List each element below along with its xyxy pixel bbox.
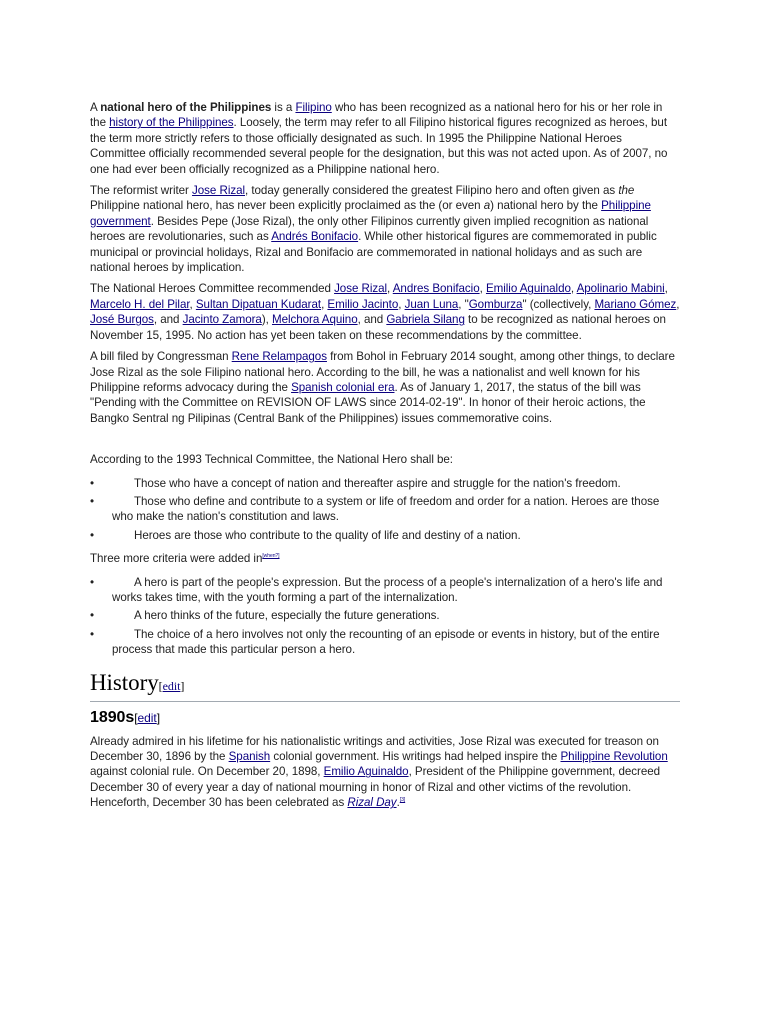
more-criteria-intro bbox=[90, 551, 680, 566]
criteria-intro: According to the 1993 Technical Committee, the National Hero shall be: bbox=[90, 453, 453, 467]
list-item bbox=[90, 627, 680, 658]
link-jose-rizal[interactable]: Jose Rizal bbox=[334, 282, 388, 296]
citation-link[interactable]: [3] bbox=[399, 797, 406, 804]
link-rizal-day[interactable] bbox=[347, 796, 396, 809]
separator: , and bbox=[357, 313, 387, 327]
article-body bbox=[90, 100, 680, 817]
committee-paragraph bbox=[90, 281, 680, 343]
criteria-list-1 bbox=[90, 476, 680, 544]
bracket: ] bbox=[156, 710, 160, 725]
link-philippine-government[interactable]: Philippine government bbox=[90, 199, 651, 228]
text: . Besides Pepe (Jose Rizal), the only other Filipinos currently given implied recognition as national heroes are revolutionaries, such as bbox=[90, 214, 649, 244]
text: . While other historical figures are commemorated in public municipal or provincial holidays, Rizal and Bonifacio are commemorated in national holidays and as such are national heroes by implication. bbox=[90, 230, 657, 275]
text: against colonial rule. On December 20, 1898, bbox=[90, 765, 324, 779]
link-spanish[interactable]: Spanish bbox=[228, 750, 271, 763]
list-item-text: The choice of a hero involves not only the recounting of an episode or events in history, but of the entire process that made this particular person a hero. bbox=[112, 627, 660, 657]
text: A bbox=[90, 101, 101, 114]
rizal-day-paragraph bbox=[90, 734, 680, 811]
text: , today generally considered the greatest Filipino hero and often given as bbox=[245, 184, 619, 198]
bracket: ] bbox=[180, 678, 185, 693]
text: , President of the Philippine government, decreed December 30 of every year a day of national mourning in honor of Rizal and other victims of the revolution. Henceforth, December 30 has been celebrated as bbox=[90, 765, 661, 810]
link-marcelo-del-pilar[interactable]: Marcelo H. del Pilar bbox=[90, 297, 190, 311]
bullet-icon: • bbox=[90, 476, 95, 490]
separator: , bbox=[570, 282, 577, 296]
link-mariano-gomez[interactable]: Mariano Gómez bbox=[594, 297, 677, 311]
list-item bbox=[90, 494, 680, 525]
subsection-heading-1890s bbox=[90, 708, 680, 728]
link-apolinario-mabini[interactable]: Apolinario Mabini bbox=[576, 282, 665, 296]
separator: , bbox=[398, 297, 405, 311]
text: A bill filed by Congressman bbox=[90, 350, 232, 364]
link-spanish-colonial-era[interactable]: Spanish colonial era bbox=[291, 380, 395, 394]
link-andres-bonifacio[interactable]: Andres Bonifacio bbox=[392, 282, 480, 296]
separator: , and bbox=[153, 313, 183, 327]
link-filipino[interactable]: Filipino bbox=[295, 101, 332, 114]
when-link[interactable]: [when?] bbox=[262, 553, 280, 560]
text: . bbox=[396, 796, 400, 810]
separator: , bbox=[321, 297, 328, 311]
list-item bbox=[90, 575, 680, 606]
text: . As of January 1, 2017, the status of the bill was "Pending with the Committee on REVISION OF LAWS since 2014-02-19". In honor of their heroic actions, the Bangko Sentral ng Pilipinas (Central Bank of the Philippines) issues commemorative coins. bbox=[90, 380, 646, 425]
text: Three more criteria were added in bbox=[90, 552, 263, 566]
bullet-icon: • bbox=[90, 575, 95, 589]
edit-section bbox=[134, 711, 160, 725]
text: to be recognized as national heroes on November 15, 1995. No action has yet been taken on these recommendations by the committee. bbox=[90, 313, 666, 342]
text: The reformist writer bbox=[90, 184, 193, 198]
text: ) national hero by the bbox=[490, 199, 602, 213]
bullet-icon: • bbox=[90, 494, 95, 508]
link-rene-relampagos[interactable]: Rene Relampagos bbox=[231, 350, 327, 364]
emphasis: the bbox=[618, 184, 635, 198]
separator: , bbox=[676, 297, 680, 311]
link-sultan-kudarat[interactable]: Sultan Dipatuan Kudarat bbox=[195, 297, 322, 311]
bracket: [ bbox=[134, 710, 138, 725]
link-gabriela-silang[interactable]: Gabriela Silang bbox=[386, 313, 465, 327]
separator: ), bbox=[261, 313, 272, 327]
text: from Bohol in February 2014 sought, among other things, to declare Jose Rizal as the sole Filipino national hero. According to the bill, he was a nationalist and well known for his Philippine reforms advocacy during the bbox=[90, 350, 675, 394]
section-title: History bbox=[90, 669, 159, 695]
edit-section bbox=[159, 679, 185, 693]
citation-needed[interactable] bbox=[262, 553, 279, 559]
separator: , bbox=[387, 282, 393, 296]
link-jose-rizal[interactable]: Jose Rizal bbox=[192, 184, 246, 198]
bullet-icon: • bbox=[90, 627, 95, 641]
link-gomburza[interactable]: Gomburza bbox=[468, 297, 523, 311]
history-heading bbox=[90, 670, 680, 702]
link-emilio-aguinaldo[interactable]: Emilio Aguinaldo bbox=[323, 765, 409, 779]
rizal-paragraph bbox=[90, 183, 680, 275]
link-jose-burgos[interactable]: José Burgos bbox=[90, 313, 154, 327]
text: Already admired in his lifetime for his nationalistic writings and activities, Jose Rizal was executed for treason on December 30, 1896 by the bbox=[90, 734, 659, 763]
link-text[interactable]: Rizal Day bbox=[347, 796, 397, 810]
text: The National Heroes Committee recommended bbox=[90, 282, 335, 296]
list-item-text: A hero thinks of the future, especially the future generations. bbox=[134, 609, 440, 623]
link-jacinto-zamora[interactable]: Jacinto Zamora bbox=[182, 313, 262, 327]
link-history-of-the-philippines[interactable]: history of the Philippines bbox=[109, 116, 234, 130]
list-item bbox=[90, 608, 680, 623]
emphasis: a bbox=[483, 199, 491, 213]
bullet-icon: • bbox=[90, 528, 95, 542]
separator: , bbox=[189, 297, 196, 311]
intro-paragraph bbox=[90, 100, 680, 177]
list-item-text: A hero is part of the people's expression. But the process of a people's internalization of a hero's life and works takes time, with the youth forming a part of the internalization. bbox=[112, 575, 663, 604]
criteria-list-2 bbox=[90, 575, 680, 658]
link-emilio-aguinaldo[interactable]: Emilio Aguinaldo bbox=[485, 282, 571, 296]
text: Philippine national hero, has never been explicitly proclaimed as the (or even bbox=[90, 199, 484, 213]
text: colonial government. His writings had helped inspire the bbox=[270, 750, 561, 763]
separator: , bbox=[664, 282, 668, 296]
link-emilio-jacinto[interactable]: Emilio Jacinto bbox=[327, 297, 399, 311]
citation[interactable] bbox=[400, 797, 405, 803]
subsection-title: 1890s bbox=[90, 708, 135, 726]
edit-link[interactable]: edit bbox=[162, 678, 181, 693]
bracket: [ bbox=[158, 678, 163, 693]
text: who has been recognized as a national hero for his or her role in the bbox=[90, 101, 663, 130]
edit-link[interactable]: edit bbox=[137, 710, 157, 725]
link-andres-bonifacio[interactable]: Andrés Bonifacio bbox=[271, 230, 359, 244]
link-philippine-revolution[interactable]: Philippine Revolution bbox=[560, 750, 668, 763]
list-item-text: Those who define and contribute to a system or life of freedom and order for a nation. Heroes are those who make the nation's constitution and laws. bbox=[112, 494, 660, 524]
separator: , " bbox=[458, 297, 469, 311]
spacer bbox=[90, 432, 680, 452]
bold-term: national hero of the Philippines bbox=[100, 101, 272, 114]
link-juan-luna[interactable]: Juan Luna bbox=[404, 297, 459, 311]
list-item-text: Heroes are those who contribute to the quality of life and destiny of a nation. bbox=[134, 528, 521, 542]
bill-paragraph bbox=[90, 349, 680, 426]
text: is a bbox=[271, 101, 296, 114]
bullet-icon: • bbox=[90, 609, 95, 623]
list-item bbox=[90, 476, 680, 491]
link-melchora-aquino[interactable]: Melchora Aquino bbox=[271, 313, 358, 327]
separator: " (collectively, bbox=[522, 297, 595, 311]
list-item bbox=[90, 528, 680, 543]
list-item-text: Those who have a concept of nation and thereafter aspire and struggle for the nation's freedom. bbox=[134, 476, 621, 490]
separator: , bbox=[479, 282, 486, 296]
text: . Loosely, the term may refer to all Filipino historical figures recognized as heroes, but the term more strictly refers to those officially designated as such. In 1995 the Philippine National Heroes Committee officially recommended several people for the designation, but this was not acted upon. As of 2007, no one had ever been officially recognized as a Philippine national hero. bbox=[90, 116, 668, 176]
